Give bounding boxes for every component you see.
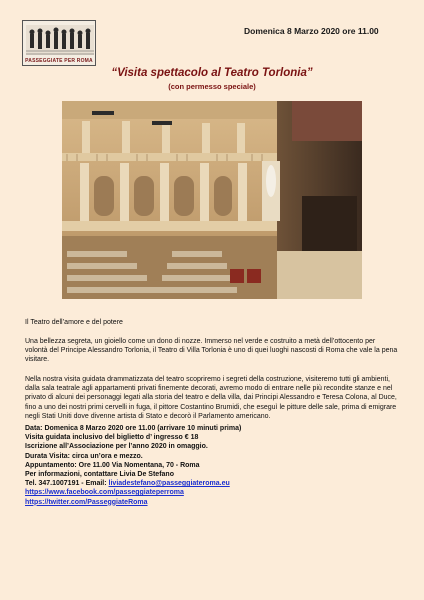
info-duration: Durata Visita: circa un’ora e mezzo. <box>25 452 143 460</box>
info-date: Data: Domenica 8 Marzo 2020 ore 11.00 (arrivare 10 minuti prima) <box>25 425 242 432</box>
description-paragraph: Nella nostra visita guidata drammatizzata del teatro scopriremo i segreti della costruzione, visiteremo tutti gli ambienti, dalla sala teatrale agli appartamenti privati finemente decorati, avremo modo di entrare nelle più recondite stanze e nel privato di alcuni dei personaggi legati alla storia del teatro e della villa, dai Principi Alessandro e Teresa Colona, al Duce, fino a uno dei nostri primi cervelli in fuga, il pittore Costantino Brumidi, che eseguì le pitture delle sale, prima di emigrare negli Stati Uniti dove divenne artista di Stato e decorò il Parlamento americano. <box>25 376 397 420</box>
info-tel: Tel. 347.1007191 - Email: <box>25 480 109 488</box>
info-contact: Per informazioni, contattare Livia De Stefano <box>25 471 174 479</box>
twitter-link[interactable]: https://twitter.com/PasseggiateRoma <box>25 498 148 506</box>
facebook-link[interactable]: https://www.facebook.com/passeggiateperroma <box>25 489 184 497</box>
theatre-interior-image <box>62 101 362 299</box>
intro-paragraph: Una bellezza segreta, un gioiello come un dono di nozze. Immerso nel verde e costruito a metà dell’ottocento per volontà del Principe Alessandro Torlonia, il Teatro di Villa Torlonia è uno di quei luoghi nascosti di Roma che vale la pena visitare. <box>25 338 398 364</box>
info-ticket: Visita guidata inclusivo del biglietto d’ ingresso € 18 <box>25 434 199 442</box>
event-info <box>25 424 399 507</box>
info-meeting-point: Appuntamento: Ore 11.00 Via Nomentana, 70 - Roma <box>25 461 200 469</box>
section-heading: Il Teatro dell’amore e del potere <box>25 319 123 326</box>
logo-text: PASSEGGIATE PER ROMA <box>25 58 93 64</box>
info-membership: Iscrizione all’Associazione per l’anno 2020 in omaggio. <box>25 443 208 451</box>
email-link[interactable]: liviadestefano@passeggiateroma.eu <box>108 480 230 488</box>
page-title: “Visita spettacolo al Teatro Torlonia” <box>111 67 313 79</box>
info-tel-email <box>25 479 399 488</box>
header-date: Domenica 8 Marzo 2020 ore 11.00 <box>244 26 379 36</box>
theatre-photo <box>62 101 362 299</box>
page-subtitle: (con permesso speciale) <box>168 82 256 91</box>
logo <box>22 20 96 66</box>
